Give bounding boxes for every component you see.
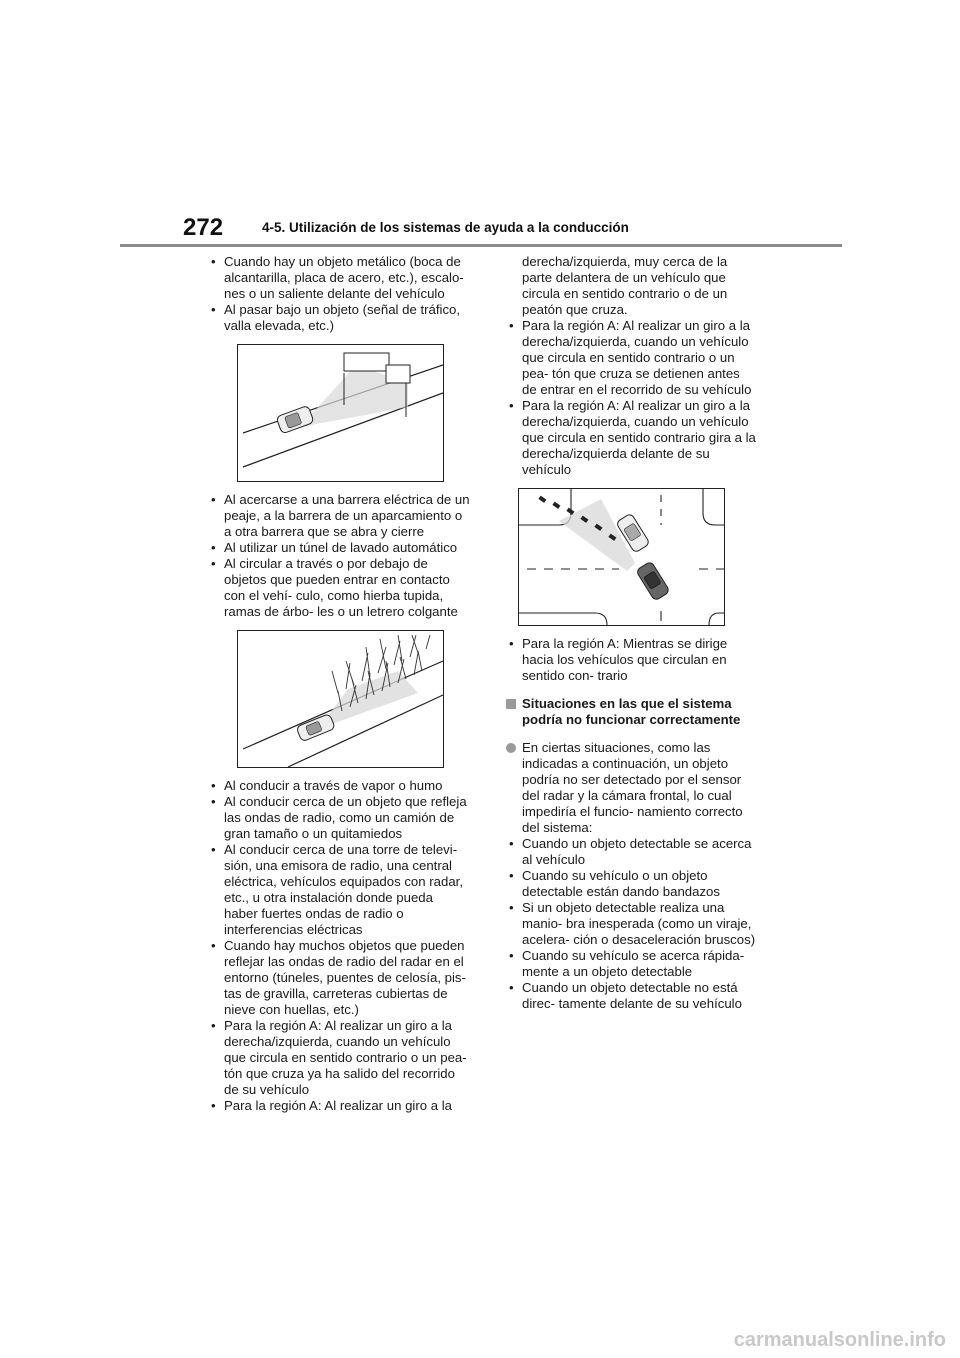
section-title: 4-5. Utilización de los sistemas de ayuda a la conducción [262, 220, 629, 235]
list-item: • Al conducir cerca de un objeto que refleja las ondas de radio, como un camión de gran tamaño o un quitamiedos [208, 794, 470, 842]
left-list-1 [208, 254, 470, 334]
list-item: • Cuando hay muchos objetos que pueden reflejar las ondas de radio del radar en el entorno (túneles, puentes de celosía, pis- tas de gravilla, carreteras cubiertas de nieve con huellas, etc.) [208, 938, 470, 1018]
continuation-text: derecha/izquierda, muy cerca de la parte delantera de un vehículo que circula en sentido contrario o de un peatón que cruza. [522, 254, 728, 317]
list-item: • Para la región A: Al realizar un giro a la derecha/izquierda, cuando un vehículo que circula en sentido contrario o un pea- tón que cruza ya ha salido del recorrido de su vehículo [208, 1018, 470, 1098]
circle-bullet-icon [506, 743, 516, 753]
list-item: • Al conducir a través de vapor o humo [208, 778, 470, 794]
list-item: • Al utilizar un túnel de lavado automático [208, 540, 470, 556]
list-item: • Al pasar bajo un objeto (señal de tráfico, valla elevada, etc.) [208, 302, 470, 334]
list-item: • Para la región A: Al realizar un giro a la derecha/izquierda, cuando un vehículo que circula en sentido contrario gira a la derecha/izquierda delante de su vehículo [506, 398, 756, 478]
square-bullet-icon [506, 699, 516, 709]
intro-paragraph-text: En ciertas situaciones, como las indicadas a continuación, un objeto podría no ser detectado por el sensor del radar y la cámara frontal, lo cual impediría el funcio- namiento correcto del sistema: [522, 740, 743, 835]
right-list-3 [506, 836, 756, 1012]
section-heading [506, 696, 756, 728]
intersection-turn-illustration [519, 489, 724, 625]
list-item: • Cuando su vehículo o un objeto detectable están dando bandazos [506, 868, 756, 900]
right-list-2 [506, 636, 756, 684]
figure-intersection-turn [518, 488, 725, 626]
list-item: • Al conducir cerca de una torre de televi- sión, una emisora de radio, una central eléctrica, vehículos equipados con radar, etc., u otra instalación donde pueda haber fuertes ondas de radio o interferencias eléctricas [208, 842, 470, 938]
list-item: • Si un objeto detectable realiza una manio- bra inesperada (como un viraje, acelera- ción o desaceleración bruscos) [506, 900, 756, 948]
list-item: • Cuando un objeto detectable se acerca al vehículo [506, 836, 756, 868]
list-item: • Para la región A: Mientras se dirige hacia los vehículos que circulan en sentido con- trario [506, 636, 756, 684]
list-item: • Cuando un objeto detectable no está direc- tamente delante de su vehículo [506, 980, 756, 1012]
figure-tall-grass [237, 630, 444, 768]
left-list-2 [208, 492, 470, 620]
list-item: • Para la región A: Al realizar un giro a la derecha/izquierda, cuando un vehículo que circula en sentido contrario o un pea- tón que cruza se detienen antes de entrar en el recorrido de su vehículo [506, 318, 756, 398]
list-item: • Cuando hay un objeto metálico (boca de alcantarilla, placa de acero, etc.), escalo- nes o un saliente delante del vehículo [208, 254, 470, 302]
list-item: • Para la región A: Al realizar un giro a la [208, 1098, 470, 1114]
section-heading-text: Situaciones en las que el sistema podría no funcionar correctamente [522, 696, 741, 727]
list-item: • Al acercarse a una barrera eléctrica de un peaje, a la barrera de un aparcamiento o a otra barrera que se abra y cierre [208, 492, 470, 540]
overhead-sign-illustration [238, 345, 443, 481]
left-list-3 [208, 778, 470, 1114]
page-number: 272 [183, 214, 224, 241]
left-column [208, 254, 470, 1114]
right-column [506, 254, 756, 1012]
header-rule [120, 244, 842, 247]
tall-grass-illustration [238, 631, 443, 767]
watermark: carmanualsonline.info [733, 1329, 946, 1351]
list-item: • Al circular a través o por debajo de objetos que pueden entrar en contacto con el vehí- culo, como hierba tupida, ramas de árbo- les o un letrero colgante [208, 556, 470, 620]
right-list-1 [506, 318, 756, 478]
list-item: • Cuando su vehículo se acerca rápida- mente a un objeto detectable [506, 948, 756, 980]
figure-overhead-sign [237, 344, 444, 482]
intro-paragraph [506, 740, 756, 836]
